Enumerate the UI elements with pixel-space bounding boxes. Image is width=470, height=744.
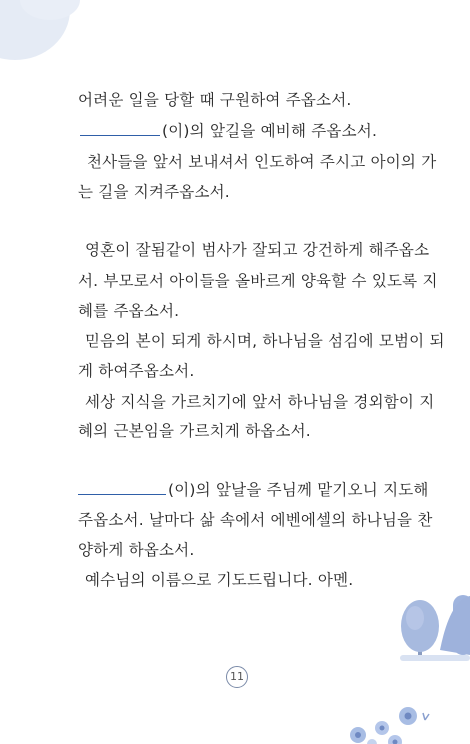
line-text: (이)의 앞길을 예비해 주옵소서. bbox=[162, 122, 378, 140]
page-number: 11 bbox=[226, 666, 248, 688]
line-text: 서. 부모로서 아이들을 올바르게 양육할 수 있도록 지 bbox=[78, 272, 438, 290]
line-text: 양하게 하옵소서. bbox=[78, 541, 195, 559]
prayer-line bbox=[78, 510, 433, 530]
prayer-line bbox=[85, 392, 434, 412]
prayer-line bbox=[78, 301, 179, 321]
flower-illustration bbox=[350, 707, 429, 744]
line-text: 혜를 주옵소서. bbox=[78, 302, 180, 320]
line-text: 믿음의 본이 되게 하시며, 하나님을 섬김에 모범이 되 bbox=[85, 332, 445, 350]
line-text: (이)의 앞날을 주님께 맡기오니 지도해 bbox=[168, 481, 429, 499]
prayer-line bbox=[87, 152, 436, 172]
line-text: 게 하여주옵소서. bbox=[78, 362, 195, 380]
line-text: 세상 지식을 가르치기에 앞서 하나님을 경외함이 지 bbox=[85, 393, 435, 411]
prayer-line bbox=[78, 182, 230, 202]
tree-illustration bbox=[400, 595, 470, 661]
prayer-line bbox=[85, 240, 429, 260]
line-text: 주옵소서. 날마다 삶 속에서 에벤에셀의 하나님을 찬 bbox=[78, 511, 433, 529]
line-text: 혜의 근본임을 가르치게 하옵소서. bbox=[78, 422, 311, 440]
prayer-line bbox=[78, 361, 194, 381]
prayer-line bbox=[78, 90, 352, 110]
name-blank-line bbox=[78, 482, 166, 495]
prayer-line bbox=[78, 271, 438, 291]
prayer-line bbox=[78, 480, 429, 500]
prayer-line bbox=[85, 331, 445, 351]
line-text: 어려운 일을 당할 때 구원하여 주옵소서. bbox=[78, 91, 352, 109]
prayer-line bbox=[80, 121, 377, 141]
prayer-line bbox=[85, 570, 353, 590]
line-text: 예수님의 이름으로 기도드립니다. 아멘. bbox=[85, 571, 354, 589]
prayer-line bbox=[78, 421, 311, 441]
prayer-line bbox=[78, 540, 194, 560]
line-text: 는 길을 지켜주옵소서. bbox=[78, 183, 230, 201]
line-text: 천사들을 앞서 보내셔서 인도하여 주시고 아이의 가 bbox=[87, 153, 437, 171]
name-blank-line bbox=[80, 123, 160, 136]
line-text: 영혼이 잘됨같이 범사가 잘되고 강건하게 해주옵소 bbox=[85, 241, 430, 259]
